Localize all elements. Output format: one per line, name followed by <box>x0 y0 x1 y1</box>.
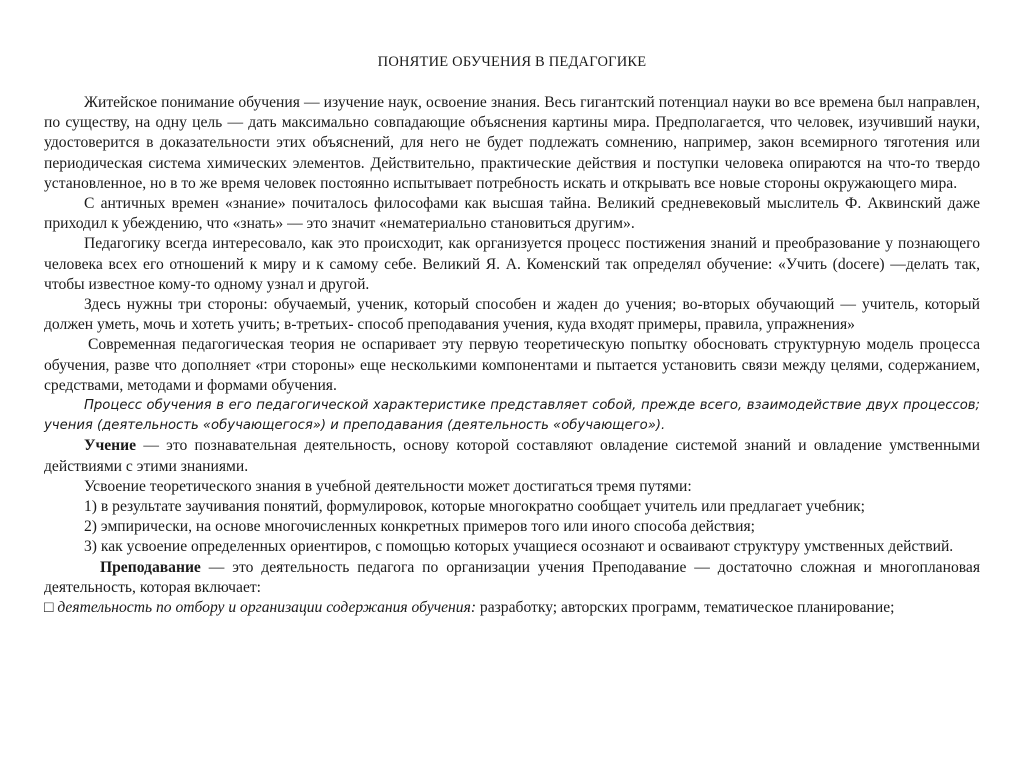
page-title: ПОНЯТИЕ ОБУЧЕНИЯ В ПЕДАГОГИКЕ <box>377 54 647 70</box>
paragraph-comenius: Педагогику всегда интересовало, как это происходит, как организуется процесс постижения знаний и преобразование у познающего человека всех его отношений к миру и к самому себе. Великий Я. А. Коменский так определял обучение: «Учить (docere) —делать так, чтобы известное кому-то одному узнал и другой. <box>44 235 980 293</box>
paragraph-teaching-definition <box>44 558 980 598</box>
list-item-way-1: 1) в результате заучивания понятий, формулировок, которые многократно сообщает учитель или предлагает учебник; <box>84 498 865 516</box>
checkbox-bullet-icon: □ <box>44 599 54 617</box>
content-selection-text: разработку; авторских программ, тематическое планирование; <box>476 599 895 617</box>
term-teaching: Преподавание <box>100 558 201 576</box>
paragraph-ancient-knowledge: С античных времен «знание» почиталось философами как высшая тайна. Великий средневековый мыслитель Ф. Аквинский даже приходил к убеждению, что «знать» — это значит «нематериально становиться другим». <box>44 195 980 233</box>
list-item-way-3: 3) как усвоение определенных ориентиров, с помощью которых учащиеся осознают и осваивают структуру умственных действий. <box>84 538 954 556</box>
learning-definition-text: — это познавательная деятельность, основу которой составляют овладение системой знаний и овладение умственными действиями с этими знаниями. <box>44 437 980 475</box>
paragraph-learning-process-definition: Процесс обучения в его педагогической характеристике представляет собой, прежде всего, взаимодействие двух процессов; учения (деятельность «обучающегося») и преподавания (деятельность «обучающего»). <box>44 398 980 434</box>
teaching-definition-text: — это деятельность педагога по организации учения Преподавание — достаточно сложная и многоплановая деятельность, которая включает: <box>44 558 980 596</box>
term-learning: Учение <box>84 437 137 455</box>
paragraph-three-ways: Усвоение теоретического знания в учебной деятельности может достигаться тремя путями: <box>84 477 692 495</box>
content-selection-italic: деятельность по отбору и организации содержания обучения: <box>53 599 477 617</box>
paragraph-three-sides: Здесь нужны три стороны: обучаемый, ученик, который способен и жаден до учения; во-вторых обучающий — учитель, который должен уметь, мочь и хотеть учить; в-третьих- способ преподавания учения, куда входят примеры, правила, упражнения» <box>44 296 980 334</box>
paragraph-everyday-understanding: Житейское понимание обучения — изучение наук, освоение знания. Весь гигантский потенциал науки во все времена был направлен, по существу, на одну цель — дать максимально совпадающие объяснения картины мира. Предполагается, что человек, изучивший науки, удостоверится в доказательности этих объяснений, для него не будет подлежать сомнению, например, закон всемирного тяготения или периодическая система химических элементов. Действительно, практические действия и поступки человека опираются на что-то твердо установленное, но в то же время человек постоянно испытывает потребность искать и открывать все новые стороны окружающего мира. <box>44 94 980 192</box>
list-item-content-selection <box>44 598 980 618</box>
document-body <box>44 93 980 618</box>
list-item-way-2: 2) эмпирически, на основе многочисленных конкретных примеров того или иного способа действия; <box>84 518 755 536</box>
paragraph-learning-definition <box>44 436 980 476</box>
paragraph-modern-theory: Современная педагогическая теория не оспаривает эту первую теоретическую попытку обосновать структурную модель процесса обучения, разве что дополняет «три стороны» еще несколькими компонентами и пытается установить связи между целями, содержанием, средствами, методами и формами обучения. <box>44 336 980 394</box>
